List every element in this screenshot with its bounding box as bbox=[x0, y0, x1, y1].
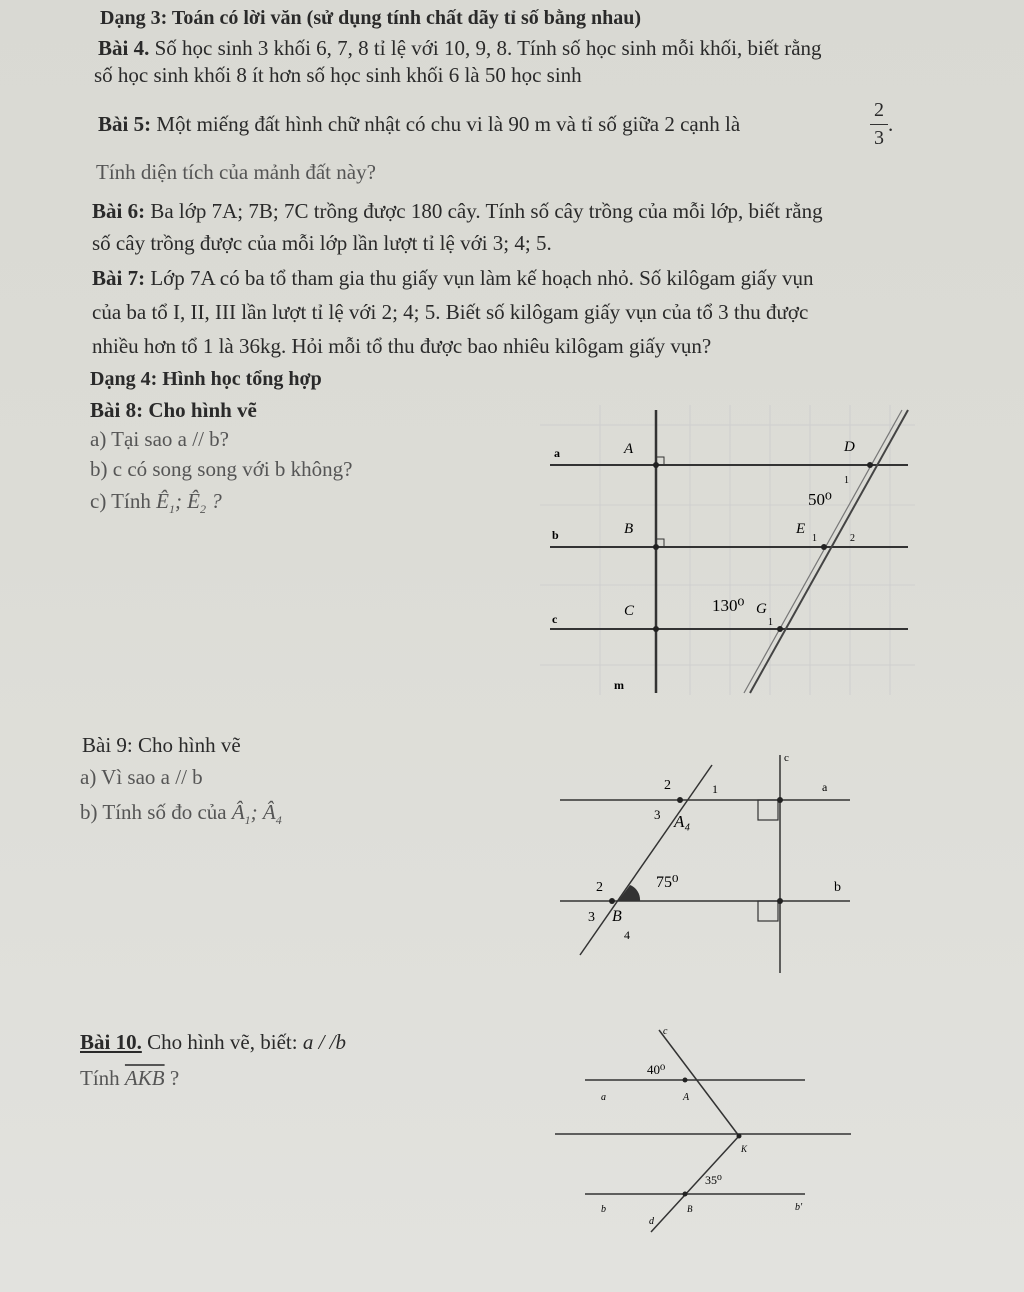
bai8-label-line-c: c bbox=[552, 612, 558, 626]
bai4-label: Bài 4. bbox=[98, 36, 150, 60]
bai5-fraction bbox=[870, 99, 888, 150]
bai8-num-G1: 1 bbox=[768, 617, 773, 628]
bai5-line1 bbox=[98, 112, 740, 136]
bai9-question-b-text: b) Tính số đo của bbox=[80, 800, 227, 824]
bai8-transversal bbox=[750, 410, 908, 693]
bai9-right-angle-b bbox=[758, 901, 778, 921]
bai9-num-a1: 1 bbox=[712, 782, 718, 796]
bai8-question-b: b) c có song song với b không? bbox=[90, 457, 353, 481]
bai9-title: Bài 9: Cho hình vẽ bbox=[82, 733, 241, 757]
section-title-dang3: Dạng 3: Toán có lời văn (sử dụng tính chất dãy tỉ số bằng nhau) bbox=[100, 7, 642, 29]
bai7-line1 bbox=[92, 266, 814, 290]
bai9-angle-mark bbox=[618, 885, 640, 901]
bai8-label-line-a: a bbox=[554, 446, 560, 460]
bai5-frac-num: 2 bbox=[874, 99, 884, 121]
bai4-line2: số học sinh khối 8 ít hơn số học sinh khối 6 là 50 học sinh bbox=[94, 63, 582, 87]
bai10-ask: Tính bbox=[80, 1066, 120, 1090]
bai9-question-b bbox=[80, 800, 282, 832]
bai9-label-c: c bbox=[784, 752, 789, 764]
bai4-text1: Số học sinh 3 khối 6, 7, 8 tỉ lệ với 10, 9, 8. Tính số học sinh mỗi khối, biết rằng bbox=[154, 36, 822, 60]
bai6-label: Bài 6: bbox=[92, 199, 146, 223]
bai7-text1: Lớp 7A có ba tổ tham gia thu giấy vụn làm kế hoạch nhỏ. Số kilôgam giấy vụn bbox=[150, 266, 814, 290]
bai6-line2: số cây trồng được của mỗi lớp lần lượt tỉ lệ với 3; 4; 5. bbox=[92, 231, 552, 255]
bai5-line2: Tính diện tích của mảnh đất này? bbox=[96, 160, 376, 184]
bai9-num-b4: 4 bbox=[624, 928, 630, 942]
bai10-label-bprime: b' bbox=[795, 1202, 803, 1213]
bai8-label-E: E bbox=[796, 521, 806, 537]
bai9-question-a: a) Vì sao a // b bbox=[80, 765, 203, 789]
bai8-angle-50: 50⁰ bbox=[808, 490, 832, 509]
bai10-angle-name: $\overline{AKB}$ bbox=[124, 1066, 165, 1090]
section-title-dang4: Dạng 4: Hình học tổng hợp bbox=[90, 368, 322, 390]
bai9-figure bbox=[560, 745, 860, 977]
bai8-title: Bài 8: Cho hình vẽ bbox=[90, 398, 257, 422]
bai8-label-line-b: b bbox=[552, 528, 559, 542]
bai10-line-KB bbox=[651, 1136, 739, 1232]
bai7-line2: của ba tổ I, II, III lần lượt tỉ lệ với 2; 4; 5. Biết số kilôgam giấy vụn của tổ 3 thu được bbox=[92, 300, 809, 324]
bai8-label-A: A bbox=[624, 441, 634, 457]
bai10-angle-40: 40⁰ bbox=[647, 1062, 666, 1077]
bai8-angle-130: 130⁰ bbox=[712, 596, 745, 615]
bai9-transversal bbox=[580, 765, 712, 955]
bai7-label: Bài 7: bbox=[92, 266, 146, 290]
bai5-frac-den: 3 bbox=[874, 127, 884, 149]
bai8-question-c bbox=[90, 489, 222, 521]
bai10-label-c: c bbox=[663, 1026, 668, 1037]
bai10-label-d: d bbox=[649, 1216, 654, 1227]
bai9-num-a3: 3 bbox=[654, 807, 661, 822]
bai10-label-A: A bbox=[683, 1092, 690, 1103]
bai10-label-b: b bbox=[601, 1204, 606, 1215]
bai10-given: Cho hình vẽ, biết: bbox=[147, 1030, 298, 1054]
bai9-angle-75: 75⁰ bbox=[656, 874, 679, 891]
bai8-grid bbox=[540, 405, 915, 695]
bai8-figure bbox=[540, 405, 915, 695]
bai4-line1 bbox=[98, 36, 822, 60]
bai8-num-E2: 2 bbox=[850, 533, 855, 544]
bai9-num-a2: 2 bbox=[664, 778, 671, 793]
bai10-title: Bài 10. bbox=[80, 1030, 142, 1054]
bai8-question-c-text: c) Tính bbox=[90, 489, 151, 513]
bai10-angle-35: 35⁰ bbox=[705, 1173, 722, 1187]
bai8-label-D: D bbox=[844, 439, 855, 455]
bai10-given-rel: a / /b bbox=[302, 1030, 347, 1054]
bai10-line-AK bbox=[659, 1030, 739, 1136]
bai8-num-1: 1 bbox=[844, 475, 849, 486]
bai5-text1: Một miếng đất hình chữ nhật có chu vi là 90 m và tỉ số giữa 2 cạnh là bbox=[156, 112, 741, 136]
bai9-label-B: B bbox=[612, 908, 622, 925]
bai10-line1 bbox=[80, 1030, 346, 1054]
bai10-label-K: K bbox=[741, 1144, 748, 1154]
bai8-label-C: C bbox=[624, 603, 635, 619]
bai6-line1 bbox=[92, 199, 823, 223]
bai9-right-angle-a bbox=[758, 800, 778, 820]
bai10-figure bbox=[555, 1020, 855, 1240]
bai7-line3: nhiều hơn tổ 1 là 36kg. Hỏi mỗi tổ thu được bao nhiêu kilôgam giấy vụn? bbox=[92, 334, 712, 358]
worksheet-page: Dạng 3: Toán có lời văn (sử dụng tính chất dãy tỉ số bằng nhau) Bài 4. Số học sinh 3 khối 6, 7, 8 tỉ lệ với 10, 9, 8. Tính số học sinh mỗi khối, biết rằng số học sinh khối 8 ít hơn số học sinh khối 6 là 50 học sinh Bài 5: Một miếng đất hình chữ nhật có chu vi là 90 m và tỉ số giữa 2 cạnh là 2 3 . Tính diện tích của mảnh đất này? Bài 6: Ba lớp 7A; 7B; 7C trồng được 180 cây. Tính số cây trồng của mỗi lớp, biết rằng số cây trồng được của mỗi lớp lần lượt tỉ lệ với 3; 4; 5. Bài 7: Lớp 7A có ba tổ tham gia thu giấy vụn làm kế hoạch nhỏ. Số kilôgam giấy vụn của ba tổ I, II, III lần lượt tỉ lệ với 2; 4; 5. Biết số kilôgam giấy vụn của tổ 3 thu được nhiều hơn tổ 1 là 36kg. Hỏi mỗi tổ thu được bao nhiêu kilôgam giấy vụn? Dạng 4: Hình học tổng hợp Bài 8: Cho hình vẽ a) Tại sao a // b? b) c có song song với b không? c) Tính $Ê_1$; $Ê_2$ ? a b c m A B C D E G 50⁰ 130⁰ 1 1 2 1 Bài 9: Cho hình vẽ a) Vì sao a // b b) Tính số đo của $Â_1$; $Â_4$ c a b A₄ B 75⁰ 2 1 3 2 3 4 Bài 10. Cho hình vẽ, biết: a / /b Tính $\overline{AKB}$ ? c 40⁰ a A K 35⁰ b B b' d bbox=[0, 0, 1024, 1292]
bai10-label-B: B bbox=[687, 1204, 693, 1214]
bai8-question-a: a) Tại sao a // b? bbox=[90, 427, 229, 451]
bai8-label-line-m: m bbox=[614, 678, 624, 692]
bai8-label-B: B bbox=[624, 521, 634, 537]
bai9-angles: $Â_1$; $Â_4$ bbox=[231, 800, 282, 828]
bai10-ask-end: ? bbox=[169, 1066, 180, 1090]
bai9-label-a: a bbox=[822, 780, 828, 794]
bai9-label-A4: A₄ bbox=[674, 812, 691, 831]
bai8-angle-e1: $Ê_1$; $Ê_2$ ? bbox=[156, 489, 222, 517]
bai9-label-b: b bbox=[834, 880, 841, 895]
bai6-text1: Ba lớp 7A; 7B; 7C trồng được 180 cây. Tính số cây trồng của mỗi lớp, biết rằng bbox=[150, 199, 823, 223]
bai9-num-b3: 3 bbox=[588, 910, 595, 925]
bai10-line2 bbox=[80, 1066, 179, 1090]
bai5-label: Bài 5: bbox=[98, 112, 152, 136]
bai8-label-G: G bbox=[756, 601, 767, 617]
bai8-num-E1: 1 bbox=[812, 533, 817, 544]
bai9-num-b2: 2 bbox=[596, 880, 603, 895]
bai10-label-a: a bbox=[601, 1092, 606, 1103]
